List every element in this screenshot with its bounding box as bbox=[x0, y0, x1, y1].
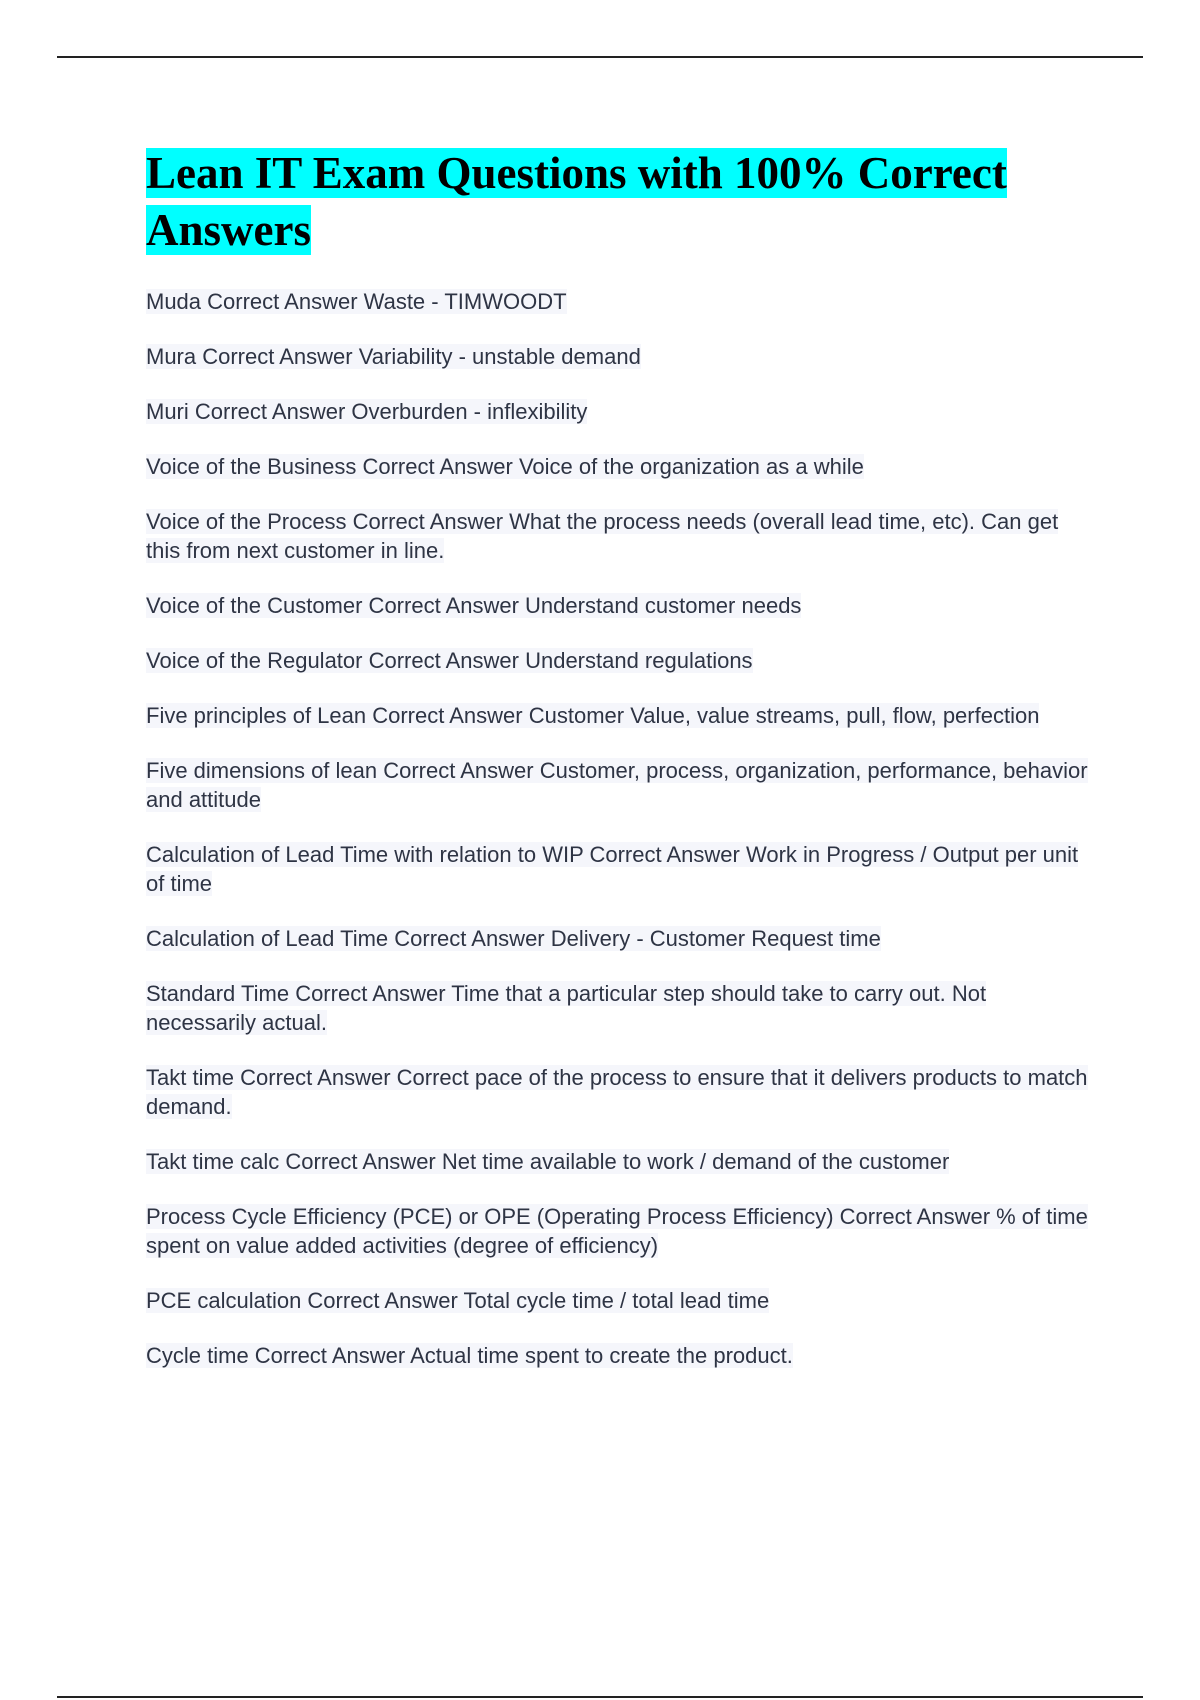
qa-item bbox=[146, 924, 1091, 953]
qa-item-text: Muri Correct Answer Overburden - inflexibility bbox=[146, 399, 588, 424]
qa-item bbox=[146, 701, 1091, 730]
qa-item-text: Takt time Correct Answer Correct pace of the process to ensure that it delivers products to match demand. bbox=[146, 1065, 1088, 1119]
qa-item bbox=[146, 979, 1091, 1037]
qa-item bbox=[146, 1202, 1091, 1260]
qa-item-text: Calculation of Lead Time Correct Answer Delivery - Customer Request time bbox=[146, 926, 881, 951]
qa-item bbox=[146, 646, 1091, 675]
qa-item bbox=[146, 507, 1091, 565]
qa-item bbox=[146, 840, 1091, 898]
qa-item bbox=[146, 1341, 1091, 1370]
header-rule bbox=[57, 56, 1143, 58]
qa-item bbox=[146, 591, 1091, 620]
qa-item bbox=[146, 1286, 1091, 1315]
qa-item-text: Muda Correct Answer Waste - TIMWOODT bbox=[146, 289, 567, 314]
qa-item bbox=[146, 1147, 1091, 1176]
qa-item bbox=[146, 452, 1091, 481]
footer-rule bbox=[57, 1696, 1143, 1698]
qa-item-text: Calculation of Lead Time with relation to WIP Correct Answer Work in Progress / Output per unit of time bbox=[146, 842, 1079, 896]
qa-item bbox=[146, 397, 1091, 426]
qa-item-text: Standard Time Correct Answer Time that a particular step should take to carry out. Not necessarily actual. bbox=[146, 981, 987, 1035]
document-title bbox=[146, 145, 1091, 259]
qa-item-text: PCE calculation Correct Answer Total cycle time / total lead time bbox=[146, 1288, 770, 1313]
document-body bbox=[146, 145, 1091, 1396]
qa-item-text: Voice of the Customer Correct Answer Understand customer needs bbox=[146, 593, 802, 618]
qa-item-text: Mura Correct Answer Variability - unstable demand bbox=[146, 344, 641, 369]
document-title-text: Lean IT Exam Questions with 100% Correct Answers bbox=[146, 148, 1007, 255]
qa-item-text: Voice of the Regulator Correct Answer Understand regulations bbox=[146, 648, 753, 673]
qa-item bbox=[146, 756, 1091, 814]
qa-item bbox=[146, 287, 1091, 316]
qa-item bbox=[146, 1063, 1091, 1121]
qa-item-text: Voice of the Process Correct Answer What the process needs (overall lead time, etc). Can get this from next customer in line. bbox=[146, 509, 1059, 563]
qa-item-text: Five principles of Lean Correct Answer Customer Value, value streams, pull, flow, perfection bbox=[146, 703, 1040, 728]
qa-item-text: Cycle time Correct Answer Actual time spent to create the product. bbox=[146, 1343, 793, 1368]
qa-item-text: Process Cycle Efficiency (PCE) or OPE (Operating Process Efficiency) Correct Answer % of time spent on value added activities (degree of efficiency) bbox=[146, 1204, 1088, 1258]
qa-item-text: Voice of the Business Correct Answer Voice of the organization as a while bbox=[146, 454, 864, 479]
qa-item-text: Five dimensions of lean Correct Answer Customer, process, organization, performance, behavior and attitude bbox=[146, 758, 1088, 812]
qa-item bbox=[146, 342, 1091, 371]
qa-item-text: Takt time calc Correct Answer Net time available to work / demand of the customer bbox=[146, 1149, 950, 1174]
